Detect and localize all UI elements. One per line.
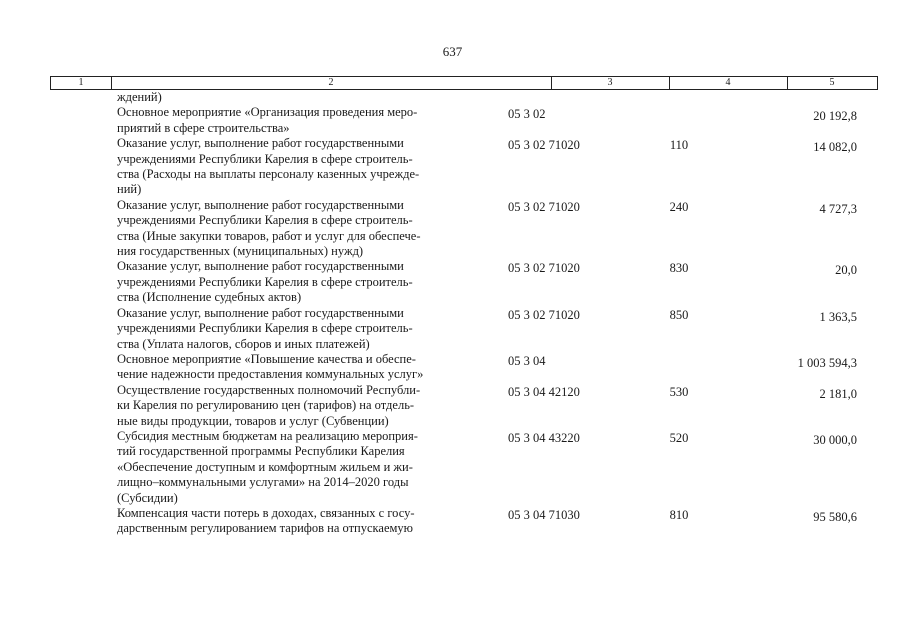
table-row	[0, 90, 905, 105]
row-code: 05 3 02	[508, 107, 546, 122]
row-description: Осуществление государственных полномочий Республи- ки Карелия по регулированию цен (тарифов) на отдель- ные виды продукции, товаров и услуг (Субвенции)	[117, 382, 421, 428]
column-header-2: 2	[111, 77, 552, 89]
row-description: Основное мероприятие «Повышение качества и обеспе- чение надежности предоставления коммунальных услуг»	[117, 351, 424, 382]
row-type: 520	[669, 430, 689, 445]
table-row	[0, 105, 905, 136]
row-type: 830	[669, 261, 689, 276]
table-row	[0, 136, 905, 198]
table-row	[0, 383, 905, 429]
row-description: Оказание услуг, выполнение работ государственными учреждениями Республики Карелия в сфере строитель- ства (Исполнение судебных актов)	[117, 259, 413, 305]
row-code: 05 3 04	[508, 353, 546, 368]
row-description: Оказание услуг, выполнение работ государственными учреждениями Республики Карелия в сфере строитель- ства (Уплата налогов, сборов и иных платежей)	[117, 305, 413, 351]
table-row	[0, 506, 905, 537]
row-description: Оказание услуг, выполнение работ государственными учреждениями Республики Карелия в сфере строитель- ства (Иные закупки товаров, работ и услуг для обеспече- ния государственных (муниципальных) нужд)	[117, 197, 421, 259]
row-code: 05 3 04 43220	[508, 430, 580, 445]
row-amount: 1 363,5	[819, 309, 857, 324]
row-amount: 14 082,0	[813, 140, 857, 155]
row-code: 05 3 02 71020	[508, 261, 580, 276]
row-description: ждений)	[117, 90, 162, 104]
column-header-1: 1	[51, 77, 112, 89]
row-description: Компенсация части потерь в доходах, связанных с госу- дарственным регулированием тарифов на отпускаемую	[117, 505, 415, 536]
row-type: 850	[669, 307, 689, 322]
table-row	[0, 306, 905, 352]
row-amount: 20,0	[835, 263, 857, 278]
row-code: 05 3 04 71030	[508, 507, 580, 522]
row-amount: 4 727,3	[819, 201, 857, 216]
row-type: 810	[669, 507, 689, 522]
column-header-5: 5	[829, 77, 835, 88]
table-row	[0, 429, 905, 506]
row-description: Оказание услуг, выполнение работ государственными учреждениями Республики Карелия в сфере строитель- ства (Расходы на выплаты персоналу казенных учрежде- ний)	[117, 136, 420, 197]
row-code: 05 3 02 71020	[508, 307, 580, 322]
row-type: 530	[669, 384, 689, 399]
budget-table-body	[0, 90, 905, 537]
row-code: 05 3 04 42120	[508, 384, 580, 399]
row-amount: 30 000,0	[813, 432, 857, 447]
column-header-row	[50, 76, 878, 90]
row-type: 240	[669, 199, 689, 214]
row-amount: 95 580,6	[813, 509, 857, 524]
column-header-4: 4	[669, 77, 788, 89]
row-description: Основное мероприятие «Организация проведения меро- приятий в сфере строительства»	[117, 105, 418, 135]
row-code: 05 3 02 71020	[508, 138, 580, 153]
table-row	[0, 198, 905, 260]
row-type: 110	[669, 138, 689, 153]
row-code: 05 3 02 71020	[508, 199, 580, 214]
column-header-3: 3	[551, 77, 670, 89]
row-amount: 1 003 594,3	[797, 355, 857, 370]
page-number: 637	[442, 44, 463, 59]
table-row	[0, 259, 905, 305]
row-amount: 2 181,0	[819, 386, 857, 401]
row-amount: 20 192,8	[813, 109, 857, 124]
table-row	[0, 352, 905, 383]
row-description: Субсидия местным бюджетам на реализацию мероприя- тий государственной программы Республики Карелия «Обеспечение доступным и комфортным жильем и жи- лищно–коммунальными услугами» на 2014–2020 годы (Субсидии)	[117, 428, 418, 505]
